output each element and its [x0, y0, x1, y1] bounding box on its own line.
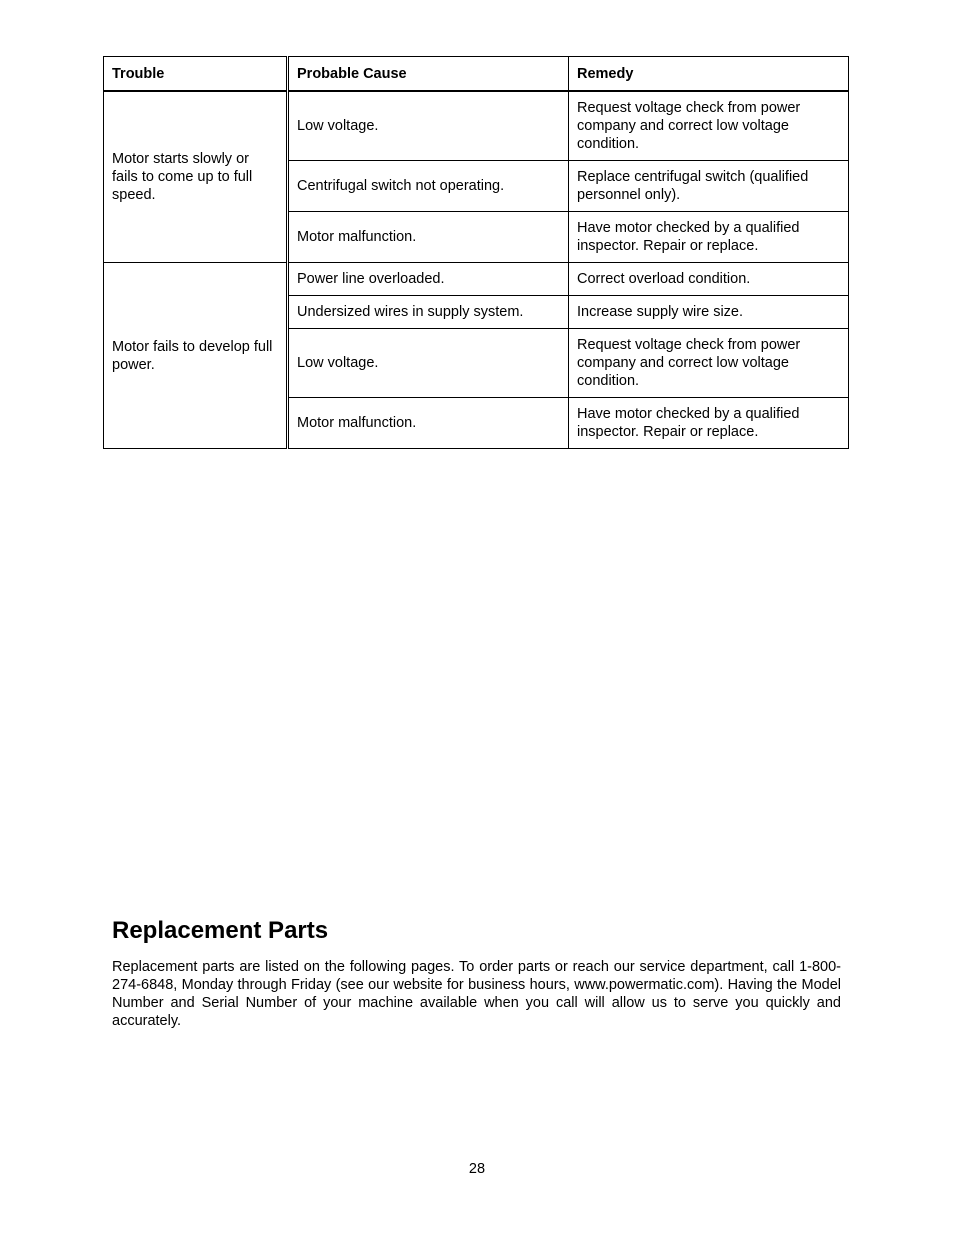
cause-cell: Centrifugal switch not operating.	[288, 161, 569, 212]
table-row	[104, 91, 849, 161]
cause-cell: Motor malfunction.	[288, 212, 569, 263]
section-heading: Replacement Parts	[112, 917, 329, 944]
trouble-cell: Motor fails to develop full power.	[104, 263, 288, 449]
cause-cell: Power line overloaded.	[288, 263, 569, 296]
header-remedy: Remedy	[569, 57, 849, 92]
cause-cell: Low voltage.	[288, 91, 569, 161]
remedy-cell: Increase supply wire size.	[569, 296, 849, 329]
cause-cell: Motor malfunction.	[288, 398, 569, 449]
section-paragraph: Replacement parts are listed on the following pages. To order parts or reach our service department, call 1-800-274-6848, Monday through Friday (see our website for business hours, www.powermatic.com). Having the Model Number and Serial Number of your machine available when you call will allow us to serve you quickly and accurately.	[112, 959, 841, 1029]
table-row	[104, 263, 849, 296]
remedy-cell: Have motor checked by a qualified inspector. Repair or replace.	[569, 398, 849, 449]
remedy-cell: Have motor checked by a qualified inspector. Repair or replace.	[569, 212, 849, 263]
table-header-row	[104, 57, 849, 92]
remedy-cell: Replace centrifugal switch (qualified personnel only).	[569, 161, 849, 212]
page-number: 28	[468, 1161, 486, 1177]
cause-cell: Low voltage.	[288, 329, 569, 398]
header-probable-cause: Probable Cause	[288, 57, 569, 92]
header-trouble: Trouble	[104, 57, 288, 92]
troubleshooting-table	[103, 56, 849, 449]
remedy-cell: Correct overload condition.	[569, 263, 849, 296]
trouble-cell: Motor starts slowly or fails to come up to full speed.	[104, 91, 288, 263]
cause-cell: Undersized wires in supply system.	[288, 296, 569, 329]
remedy-cell: Request voltage check from power company and correct low voltage condition.	[569, 91, 849, 161]
remedy-cell: Request voltage check from power company and correct low voltage condition.	[569, 329, 849, 398]
